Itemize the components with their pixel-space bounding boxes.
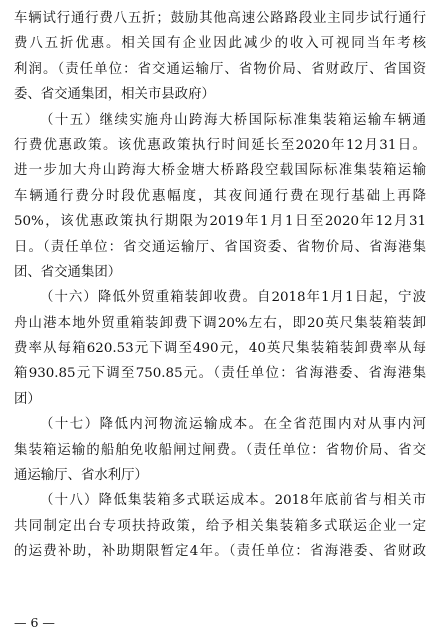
text-line: 集装箱运输的船舶免收船闸过闸费。（责任单位：省物价局、省交 <box>14 442 426 458</box>
text-line: 行费优惠政策。该优惠政策执行时间延长至2020年12月31日。 <box>14 137 426 153</box>
text-line: （十七）降低内河物流运输成本。在全省范围内对从事内河 <box>40 417 426 433</box>
text-line: 车辆通行费分时段优惠幅度，其夜间通行费在现行基础上再降 <box>14 188 426 204</box>
text-line: （十五）继续实施舟山跨海大桥国际标准集装箱运输车辆通 <box>40 112 426 128</box>
text-line: 团） <box>14 391 41 407</box>
text-line: 通运输厅、省水利厅） <box>14 468 148 484</box>
text-line: 进一步加大舟山跨海大桥金塘大桥路段空载国际标准集装箱运输 <box>14 163 426 179</box>
text-line: 团、省交通集团） <box>14 264 122 280</box>
page-number: — 6 — <box>14 615 55 630</box>
text-line: 利润。（责任单位：省交通运输厅、省物价局、省财政厅、省国资 <box>14 61 426 77</box>
text-line: （十八）降低集装箱多式联运成本。2018年底前省与相关市 <box>40 493 426 509</box>
text-line: 费率从每箱620.53元下调至490元，40英尺集装箱装卸费率从每 <box>14 341 426 357</box>
text-line: （十六）降低外贸重箱装卸收费。自2018年1月1日起，宁波 <box>40 290 426 306</box>
text-line: 车辆试行通行费八五折；鼓励其他高速公路路段业主同步试行通行 <box>14 11 426 26</box>
document-body <box>14 6 426 565</box>
text-line: 委、省交通集团，相关市县政府） <box>14 87 215 103</box>
text-line: 的运费补助，补助期限暂定4年。（责任单位：省海港委、省财政 <box>14 544 426 560</box>
text-line: 50%，该优惠政策执行期限为2019年1月1日至2020年12月31 <box>14 214 426 230</box>
text-line: 共同制定出台专项扶持政策，给予相关集装箱多式联运企业一定 <box>14 518 426 534</box>
text-line: 费八五折优惠。相关国有企业因此减少的收入可视同当年考核 <box>14 36 426 52</box>
text-line: 箱930.85元下调至750.85元。（责任单位：省海港委、省海港集 <box>14 366 426 382</box>
text-line: 日。（责任单位：省交通运输厅、省国资委、省物价局、省海港集 <box>14 239 426 255</box>
text-line: 舟山港本地外贸重箱装卸费下调20%左右，即20英尺集装箱装卸 <box>14 315 426 331</box>
